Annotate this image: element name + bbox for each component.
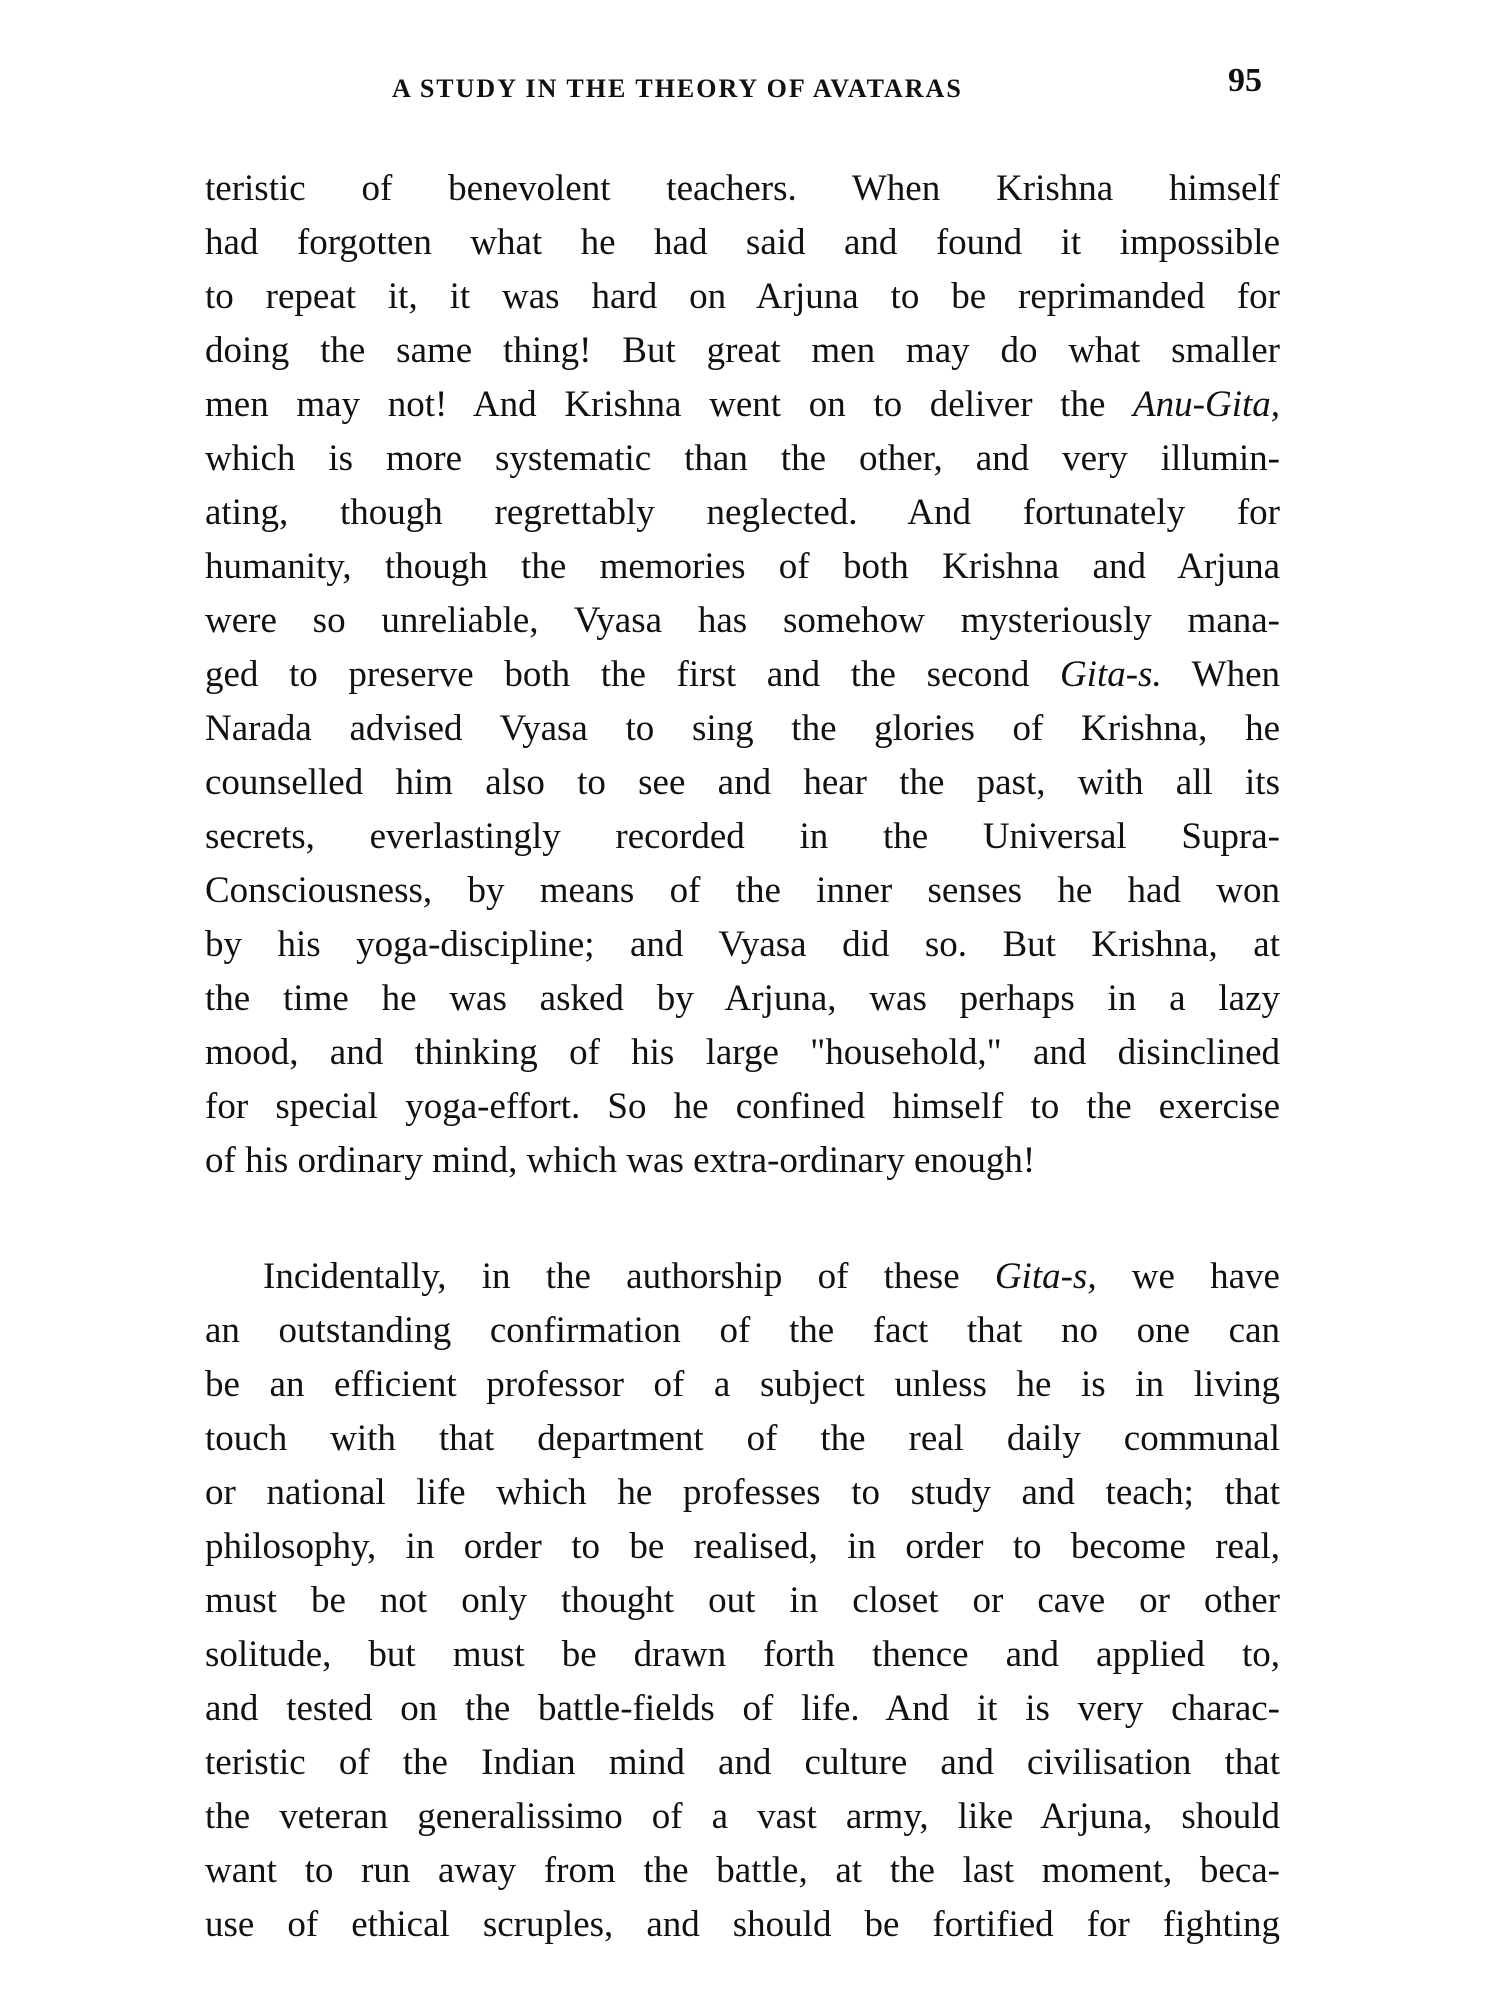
text-line: philosophy, in order to be realised, in order to become real, <box>205 1526 1280 1567</box>
text-line: or national life which he professes to study and teach; that <box>205 1472 1280 1513</box>
text-line: Narada advised Vyasa to sing the glories of Krishna, he <box>205 708 1280 749</box>
text-line: to repeat it, it was hard on Arjuna to be reprimanded for <box>205 276 1280 317</box>
text-line: the veteran generalissimo of a vast army, like Arjuna, should <box>205 1796 1280 1837</box>
text-line: by his yoga-discipline; and Vyasa did so. But Krishna, at <box>205 924 1280 965</box>
text-line: be an efficient professor of a subject unless he is in living <box>205 1364 1280 1405</box>
italic-term: Gita-s, <box>994 1256 1097 1297</box>
text-line: of his ordinary mind, which was extra-ordinary enough! <box>205 1140 1036 1181</box>
paragraph-2 <box>205 1250 1280 1952</box>
text-line: were so unreliable, Vyasa has somehow mysteriously mana- <box>205 600 1280 641</box>
text-segment: we have <box>1096 1256 1280 1297</box>
text-line: teristic of benevolent teachers. When Krishna himself <box>205 168 1280 209</box>
running-header <box>200 50 1280 110</box>
paragraph-1 <box>205 162 1280 1188</box>
paragraph-gap <box>205 1188 1280 1250</box>
text-segment: men may not! And Krishna went on to deliver the <box>205 384 1134 425</box>
italic-term: Gita-s. <box>1059 654 1162 695</box>
text-line <box>205 648 1280 702</box>
page-number: 95 <box>1228 62 1262 99</box>
text-line: touch with that department of the real daily communal <box>205 1418 1280 1459</box>
text-line: Consciousness, by means of the inner senses he had won <box>205 870 1280 911</box>
text-segment: When <box>1161 654 1280 695</box>
text-line: must be not only thought out in closet or cave or other <box>205 1580 1280 1621</box>
text-line: mood, and thinking of his large "household," and disinclined <box>205 1032 1280 1073</box>
text-line <box>205 1250 1280 1304</box>
text-line: which is more systematic than the other, and very illumin- <box>205 438 1280 479</box>
running-title: A STUDY IN THE THEORY OF AVATARAS <box>392 74 963 103</box>
text-line: solitude, but must be drawn forth thence and applied to, <box>205 1634 1280 1675</box>
text-segment: Incidentally, in the authorship of these <box>263 1256 995 1297</box>
text-line: want to run away from the battle, at the last moment, beca- <box>205 1850 1280 1891</box>
italic-term: Anu-Gita, <box>1133 384 1280 425</box>
text-line: an outstanding confirmation of the fact that no one can <box>205 1310 1280 1351</box>
text-line: secrets, everlastingly recorded in the Universal Supra- <box>205 816 1280 857</box>
text-line: and tested on the battle-fields of life. And it is very charac- <box>205 1688 1280 1729</box>
text-line <box>205 378 1280 432</box>
text-line: doing the same thing! But great men may do what smaller <box>205 330 1280 371</box>
text-line: had forgotten what he had said and found it impossible <box>205 222 1280 263</box>
body-text <box>205 162 1280 1952</box>
text-line: use of ethical scruples, and should be fortified for fighting <box>205 1904 1280 1945</box>
text-line: the time he was asked by Arjuna, was perhaps in a lazy <box>205 978 1280 1019</box>
text-line: ating, though regrettably neglected. And fortunately for <box>205 492 1280 533</box>
text-line: for special yoga-effort. So he confined himself to the exercise <box>205 1086 1280 1127</box>
text-line: humanity, though the memories of both Krishna and Arjuna <box>205 546 1280 587</box>
text-line: counselled him also to see and hear the past, with all its <box>205 762 1280 803</box>
text-segment: ged to preserve both the first and the second <box>205 654 1060 695</box>
text-line: teristic of the Indian mind and culture and civilisation that <box>205 1742 1280 1783</box>
